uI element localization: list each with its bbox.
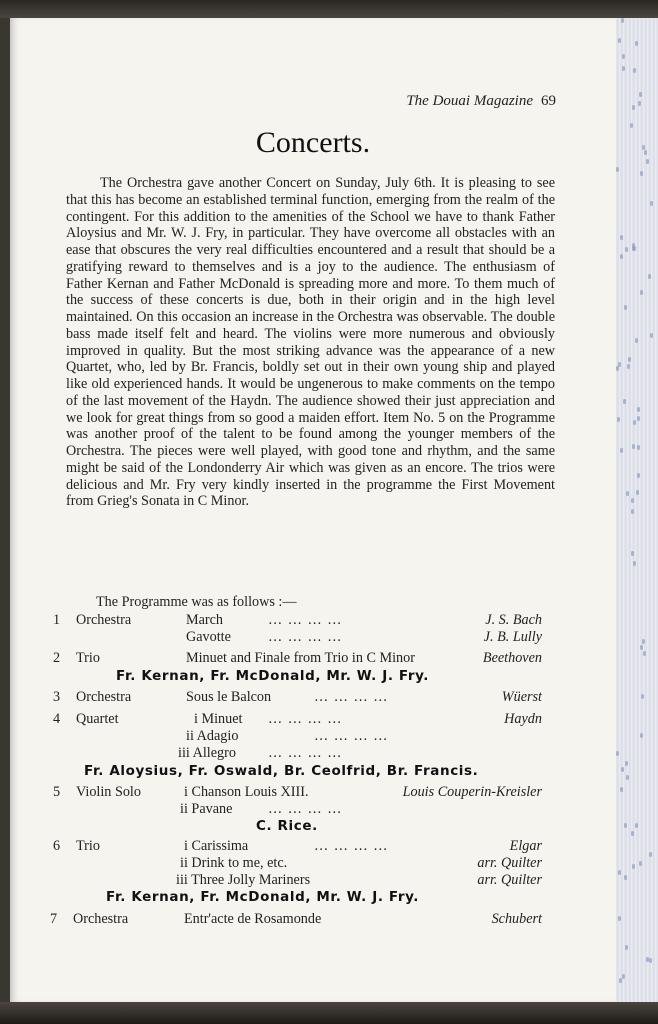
item-piece: i Carissima (184, 838, 249, 854)
item-piece: i Minuet (194, 711, 243, 727)
item-ensemble: Violin Solo (76, 784, 141, 800)
item-piece: Sous le Balcon (186, 689, 272, 705)
item-piece: i Chanson Louis XIII. (184, 784, 309, 800)
edge-speck (624, 875, 627, 880)
edge-speck (632, 105, 635, 110)
edge-speck (648, 274, 651, 279)
item-composer: Louis Couperin-Kreisler (402, 784, 542, 800)
performers: Fr. Kernan, Fr. McDonald, Mr. W. J. Fry. (106, 889, 419, 905)
edge-speck (620, 254, 623, 259)
item-number: 5 (53, 784, 61, 800)
edge-speck (620, 448, 623, 453)
edge-speck (646, 957, 649, 962)
edge-speck (621, 767, 624, 772)
edge-speck (640, 733, 643, 738)
leader-dots: … … … … (268, 612, 343, 628)
edge-speck (633, 561, 636, 566)
edge-speck (627, 364, 630, 369)
edge-speck (622, 54, 625, 59)
edge-speck (625, 247, 628, 252)
item-piece: Entr'acte de Rosamonde (184, 911, 322, 927)
edge-speck (622, 66, 625, 71)
edge-speck (632, 444, 635, 449)
item-composer: arr. Quilter (477, 855, 542, 871)
item-piece: ii Drink to me, etc. (180, 855, 288, 871)
edge-speck (636, 490, 639, 495)
item-composer: J. S. Bach (485, 612, 542, 628)
leader-dots: … … … … (314, 728, 389, 744)
edge-speck (635, 41, 638, 46)
edge-speck (641, 694, 644, 699)
leader-dots: … … … … (268, 745, 343, 761)
item-number: 6 (53, 838, 61, 854)
edge-speck (624, 305, 627, 310)
edge-speck (620, 235, 623, 240)
edge-speck (646, 159, 649, 164)
programme-intro: The Programme was as follows :— (96, 594, 297, 610)
edge-speck (617, 417, 620, 422)
edge-speck (639, 861, 642, 866)
edge-speck (637, 407, 640, 412)
item-ensemble: Trio (76, 838, 100, 854)
edge-speck (650, 333, 653, 338)
performers: Fr. Kernan, Fr. McDonald, Mr. W. J. Fry. (116, 668, 429, 684)
item-piece: Gavotte (186, 629, 231, 645)
page-number: 69 (541, 93, 556, 109)
edge-speck (637, 416, 640, 421)
edge-speck (632, 246, 635, 251)
item-piece: March (186, 612, 224, 628)
edge-speck (632, 864, 635, 869)
edge-speck (626, 491, 629, 496)
edge-speck (625, 945, 628, 950)
edge-speck (618, 38, 621, 43)
edge-speck (631, 551, 634, 556)
edge-speck (631, 831, 634, 836)
edge-speck (630, 123, 633, 128)
item-composer: Wüerst (501, 689, 542, 705)
edge-speck (619, 978, 622, 983)
edge-speck (625, 761, 628, 766)
item-composer: Schubert (491, 911, 542, 927)
item-number: 7 (50, 911, 58, 927)
edge-speck (643, 651, 646, 656)
edge-speck (638, 101, 641, 106)
article-body (66, 175, 555, 510)
edge-speck (635, 338, 638, 343)
performers: C. Rice. (256, 818, 318, 834)
edge-speck (633, 420, 636, 425)
edge-speck (640, 645, 643, 650)
book-binding-top (0, 0, 658, 18)
edge-speck (631, 509, 634, 514)
page-edges (616, 18, 658, 1002)
edge-speck (616, 167, 619, 172)
edge-speck (616, 751, 619, 756)
item-ensemble: Orchestra (73, 911, 129, 927)
running-header (370, 93, 556, 110)
edge-speck (628, 357, 631, 362)
edge-speck (635, 823, 638, 828)
item-number: 1 (53, 612, 61, 628)
book-binding-bottom (0, 1002, 658, 1024)
edge-speck (649, 958, 652, 963)
edge-speck (626, 775, 629, 780)
edge-speck (649, 852, 652, 857)
article-paragraph: The Orchestra gave another Concert on Sunday, July 6th. It is pleasing to see that this has become an established terminal function, emerging from the realm of the contingent. For this addition to the amenities of the School we have to thank Father Aloysius and Mr. W. J. Fry, in particular. They have overcome all obstacles with an ease that obscures the very real difficulties encountered and a result that should be a gratifying reward to themselves and is a joy to the audience. The enthusiasm of Father Kernan and Father McDonald is spreading more and more. To them much of the success of these concerts is due, both in their origin and in the high level maintained. On this occasion an increase in the Orchestra was observable. The double bass made itself felt and heard. The violins were more numerous and obviously improved in quality. But the most striking advance was the appearance of a new Quartet, who, led by Br. Francis, boldly set out in their own young ship and played like old experienced hands. It would be ungenerous to make comments on the tempo of the last movement of the Haydn. The audience showed their just appreciation and we look for great things from so good a maiden effort. Item No. 5 on the Programme was another proof of the talent to be found among the younger members of the Orchestra. The pieces were well played, with good tone and rhythm, and the same might be said of the Londonderry Air which was given as an encore. The trios were delicious and Mr. Fry very kindly inserted in the programme the First Movement from Grieg's Sonata in C Minor. (66, 175, 555, 510)
edge-speck (640, 290, 643, 295)
edge-speck (633, 68, 636, 73)
item-piece: iii Allegro (178, 745, 236, 761)
edge-speck (644, 150, 647, 155)
item-ensemble: Orchestra (76, 689, 132, 705)
leader-dots: … … … … (314, 689, 389, 705)
edge-speck (639, 92, 642, 97)
item-ensemble: Orchestra (76, 612, 132, 628)
item-ensemble: Trio (76, 650, 100, 666)
item-number: 3 (53, 689, 61, 705)
edge-speck (631, 498, 634, 503)
item-piece: iii Three Jolly Mariners (176, 872, 311, 888)
edge-speck (620, 787, 623, 792)
item-composer: J. B. Lully (483, 629, 542, 645)
edge-speck (637, 445, 640, 450)
magazine-name: The Douai Magazine (406, 93, 533, 109)
edge-speck (642, 639, 645, 644)
item-composer: arr. Quilter (477, 872, 542, 888)
edge-speck (622, 974, 625, 979)
edge-speck (623, 399, 626, 404)
item-number: 2 (53, 650, 61, 666)
leader-dots: … … … … (314, 838, 389, 854)
item-piece: ii Pavane (180, 801, 233, 817)
item-composer: Beethoven (482, 650, 542, 666)
performers: Fr. Aloysius, Fr. Oswald, Br. Ceolfrid, Br. Francis. (84, 763, 479, 779)
edge-speck (621, 18, 624, 23)
edge-speck (618, 362, 621, 367)
item-number: 4 (53, 711, 61, 727)
edge-speck (624, 823, 627, 828)
magazine-page (10, 18, 616, 1002)
page-title: Concerts. (255, 126, 371, 159)
edge-speck (618, 870, 621, 875)
item-composer: Elgar (509, 838, 542, 854)
item-piece: ii Adagio (186, 728, 239, 744)
leader-dots: … … … … (268, 801, 343, 817)
edge-speck (640, 171, 643, 176)
edge-speck (637, 473, 640, 478)
edge-speck (650, 201, 653, 206)
edge-speck (618, 916, 621, 921)
leader-dots: … … … … (268, 711, 343, 727)
item-composer: Haydn (504, 711, 542, 727)
leader-dots: … … … … (268, 629, 343, 645)
item-piece: Minuet and Finale from Trio in C Minor (186, 650, 415, 666)
item-ensemble: Quartet (76, 711, 119, 727)
